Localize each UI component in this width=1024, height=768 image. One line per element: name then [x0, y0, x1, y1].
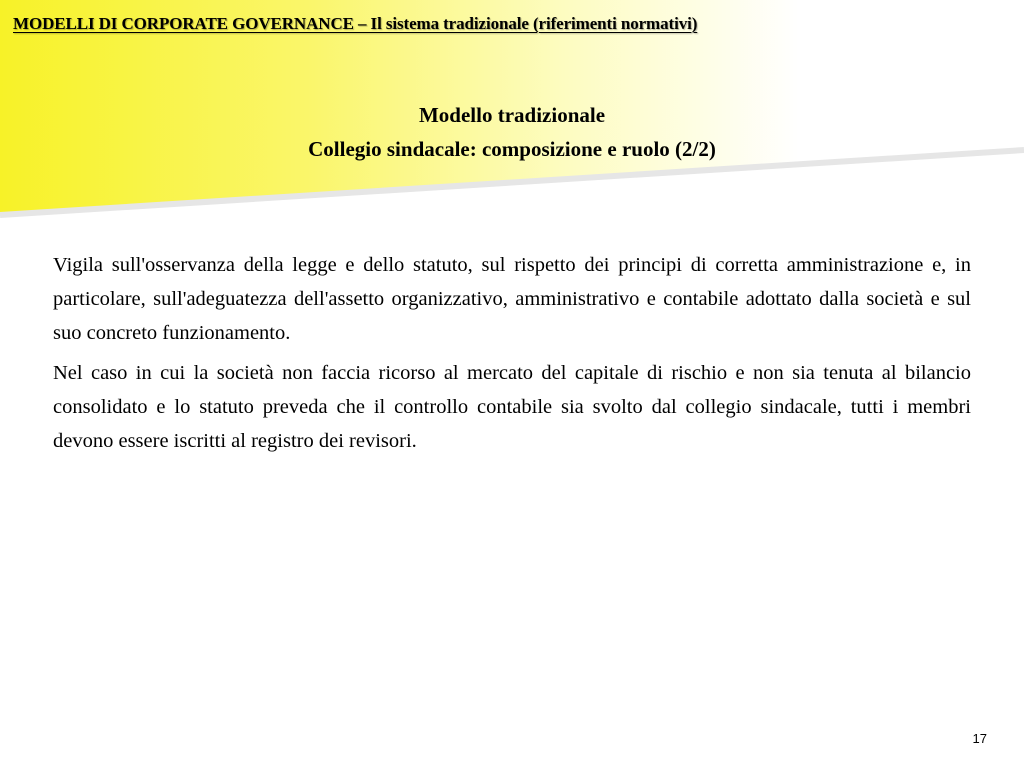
header-title: MODELLI DI CORPORATE GOVERNANCE – Il sistema tradizionale (riferimenti normativi) — [13, 14, 698, 33]
body-paragraph: Nel caso in cui la società non faccia ricorso al mercato del capitale di rischio e non sia tenuta al bilancio consolidato e lo statuto preveda che il controllo contabile sia svolto dal collegio sindacale, tutti i membri devono essere iscritti al registro dei revisori. — [53, 362, 971, 452]
body-paragraph: Vigila sull'osservanza della legge e dello statuto, sul rispetto dei principi di corretta amministrazione e, in particolare, sull'adeguatezza dell'assetto organizzativo, amministrativo e contabile adottato dalla società e sul suo concreto funzionamento. — [53, 254, 971, 344]
page-number: 17 — [972, 731, 987, 746]
slide-heading-line2: Collegio sindacale: composizione e ruolo (2/2) — [308, 137, 716, 161]
slide-heading-line1: Modello tradizionale — [418, 103, 606, 127]
body-text — [53, 248, 971, 464]
